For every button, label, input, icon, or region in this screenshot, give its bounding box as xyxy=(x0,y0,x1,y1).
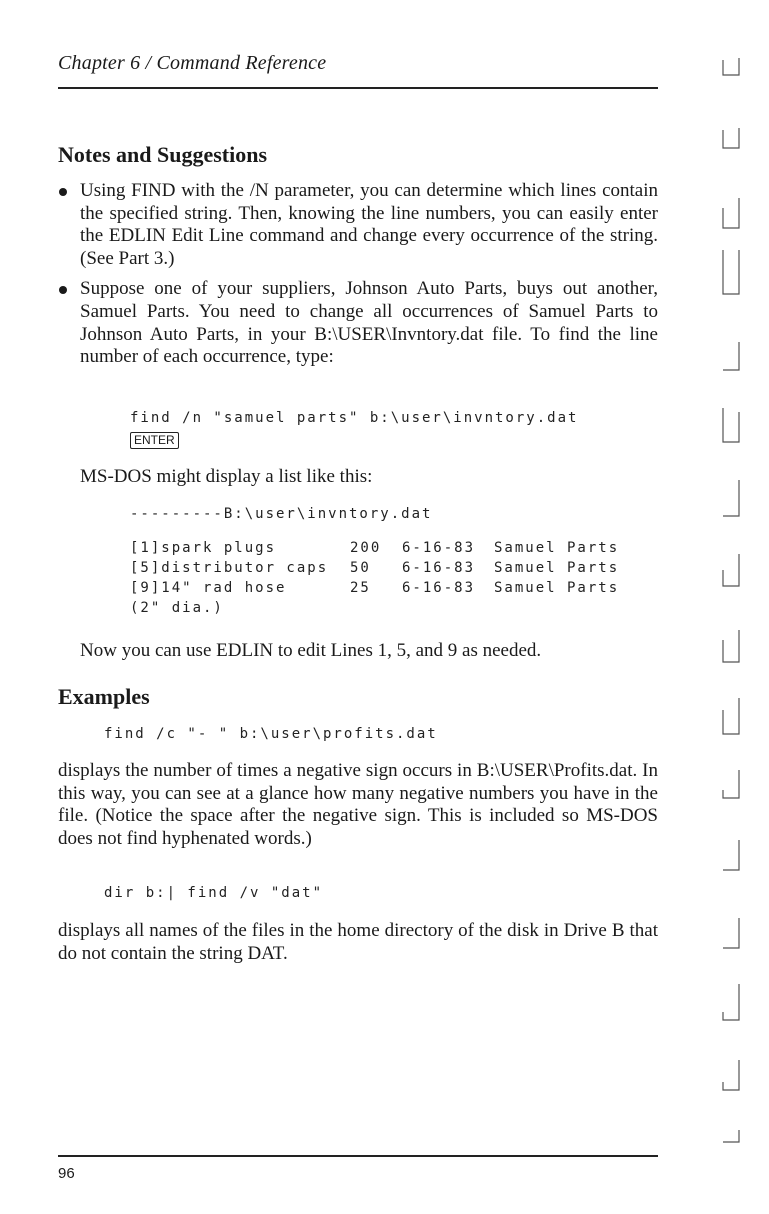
margin-mark xyxy=(723,698,739,734)
output-date: 6-16-83 xyxy=(402,540,476,556)
output-item: [1]spark plugs xyxy=(130,540,277,556)
margin-mark xyxy=(723,480,739,516)
table-row xyxy=(130,600,619,620)
bullet-item: Using FIND with the /N parameter, you can determine which lines contain the specified string. Then, knowing the line numbers, you can easily enter the EDLIN Edit Line command and change every occurrence of the string. (See Part 3.) xyxy=(58,180,658,270)
output-qty: 25 xyxy=(350,580,371,596)
running-header: Chapter 6 / Command Reference xyxy=(58,52,327,74)
margin-mark xyxy=(723,1130,739,1142)
output-item: [9]14" rad hose xyxy=(130,580,287,596)
margin-mark xyxy=(723,630,739,662)
output-supplier xyxy=(494,600,619,620)
output-qty: 200 xyxy=(350,540,382,556)
output-date: 6-16-83 xyxy=(402,580,476,596)
margin-mark xyxy=(723,58,739,75)
page-number: 96 xyxy=(58,1165,75,1182)
margin-mark xyxy=(723,1060,739,1090)
output-item: (2" dia.) xyxy=(130,600,224,616)
margin-mark xyxy=(723,342,739,370)
margin-mark xyxy=(723,984,739,1020)
margin-mark xyxy=(723,770,739,798)
after-output-text: Now you can use EDLIN to edit Lines 1, 5, and 9 as needed. xyxy=(80,640,542,661)
margin-registration-marks xyxy=(719,50,743,1150)
display-intro-text: MS-DOS might display a list like this: xyxy=(80,466,373,487)
example1-command: find /c "- " b:\user\profits.dat xyxy=(104,726,438,742)
margin-mark xyxy=(723,250,739,294)
margin-mark xyxy=(723,408,739,442)
output-date xyxy=(402,600,494,620)
output-supplier: Samuel Parts xyxy=(494,540,620,556)
example2-description: displays all names of the files in the home directory of the disk in Drive B that do not contain the string DAT. xyxy=(58,920,658,964)
section-heading-notes: Notes and Suggestions xyxy=(58,142,268,167)
output-date: 6-16-83 xyxy=(402,560,476,576)
table-row xyxy=(130,540,619,560)
margin-mark xyxy=(723,554,739,586)
output-qty: 50 xyxy=(350,560,371,576)
table-row xyxy=(130,560,619,580)
footer-rule xyxy=(58,1155,658,1157)
output-item: [5]distributor caps xyxy=(130,560,329,576)
command-find-samuel: find /n "samuel parts" b:\user\invntory.dat xyxy=(130,410,579,426)
output-supplier: Samuel Parts xyxy=(494,560,620,576)
output-table xyxy=(130,540,619,620)
table-row xyxy=(130,580,619,600)
output-qty xyxy=(350,600,402,620)
bullet-item: Suppose one of your suppliers, Johnson Auto Parts, buys out another, Samuel Parts. You need to change all occurrences of Samuel Parts to Johnson Auto Parts, in your B:\USER\Invntory.dat file. To find the line number of each occurrence, type: xyxy=(58,278,658,368)
margin-mark xyxy=(723,918,739,948)
example1-description: displays the number of times a negative sign occurs in B:\USER\Profits.dat. In this way, you can see at a glance how many negative numbers you have in the file. (Notice the space after the negative sign. This is included so MS-DOS does not find hyphenated words.) xyxy=(58,760,658,849)
header-rule xyxy=(58,87,658,89)
margin-mark xyxy=(723,840,739,870)
output-supplier: Samuel Parts xyxy=(494,580,620,596)
output-header-line: ---------B:\user\invntory.dat xyxy=(130,506,433,522)
enter-key-icon: ENTER xyxy=(130,432,179,449)
margin-mark xyxy=(723,128,739,148)
example2-command: dir b:| find /v "dat" xyxy=(104,885,324,901)
notes-bullet-list xyxy=(58,180,658,369)
section-heading-examples: Examples xyxy=(58,684,150,709)
margin-mark xyxy=(723,198,739,228)
